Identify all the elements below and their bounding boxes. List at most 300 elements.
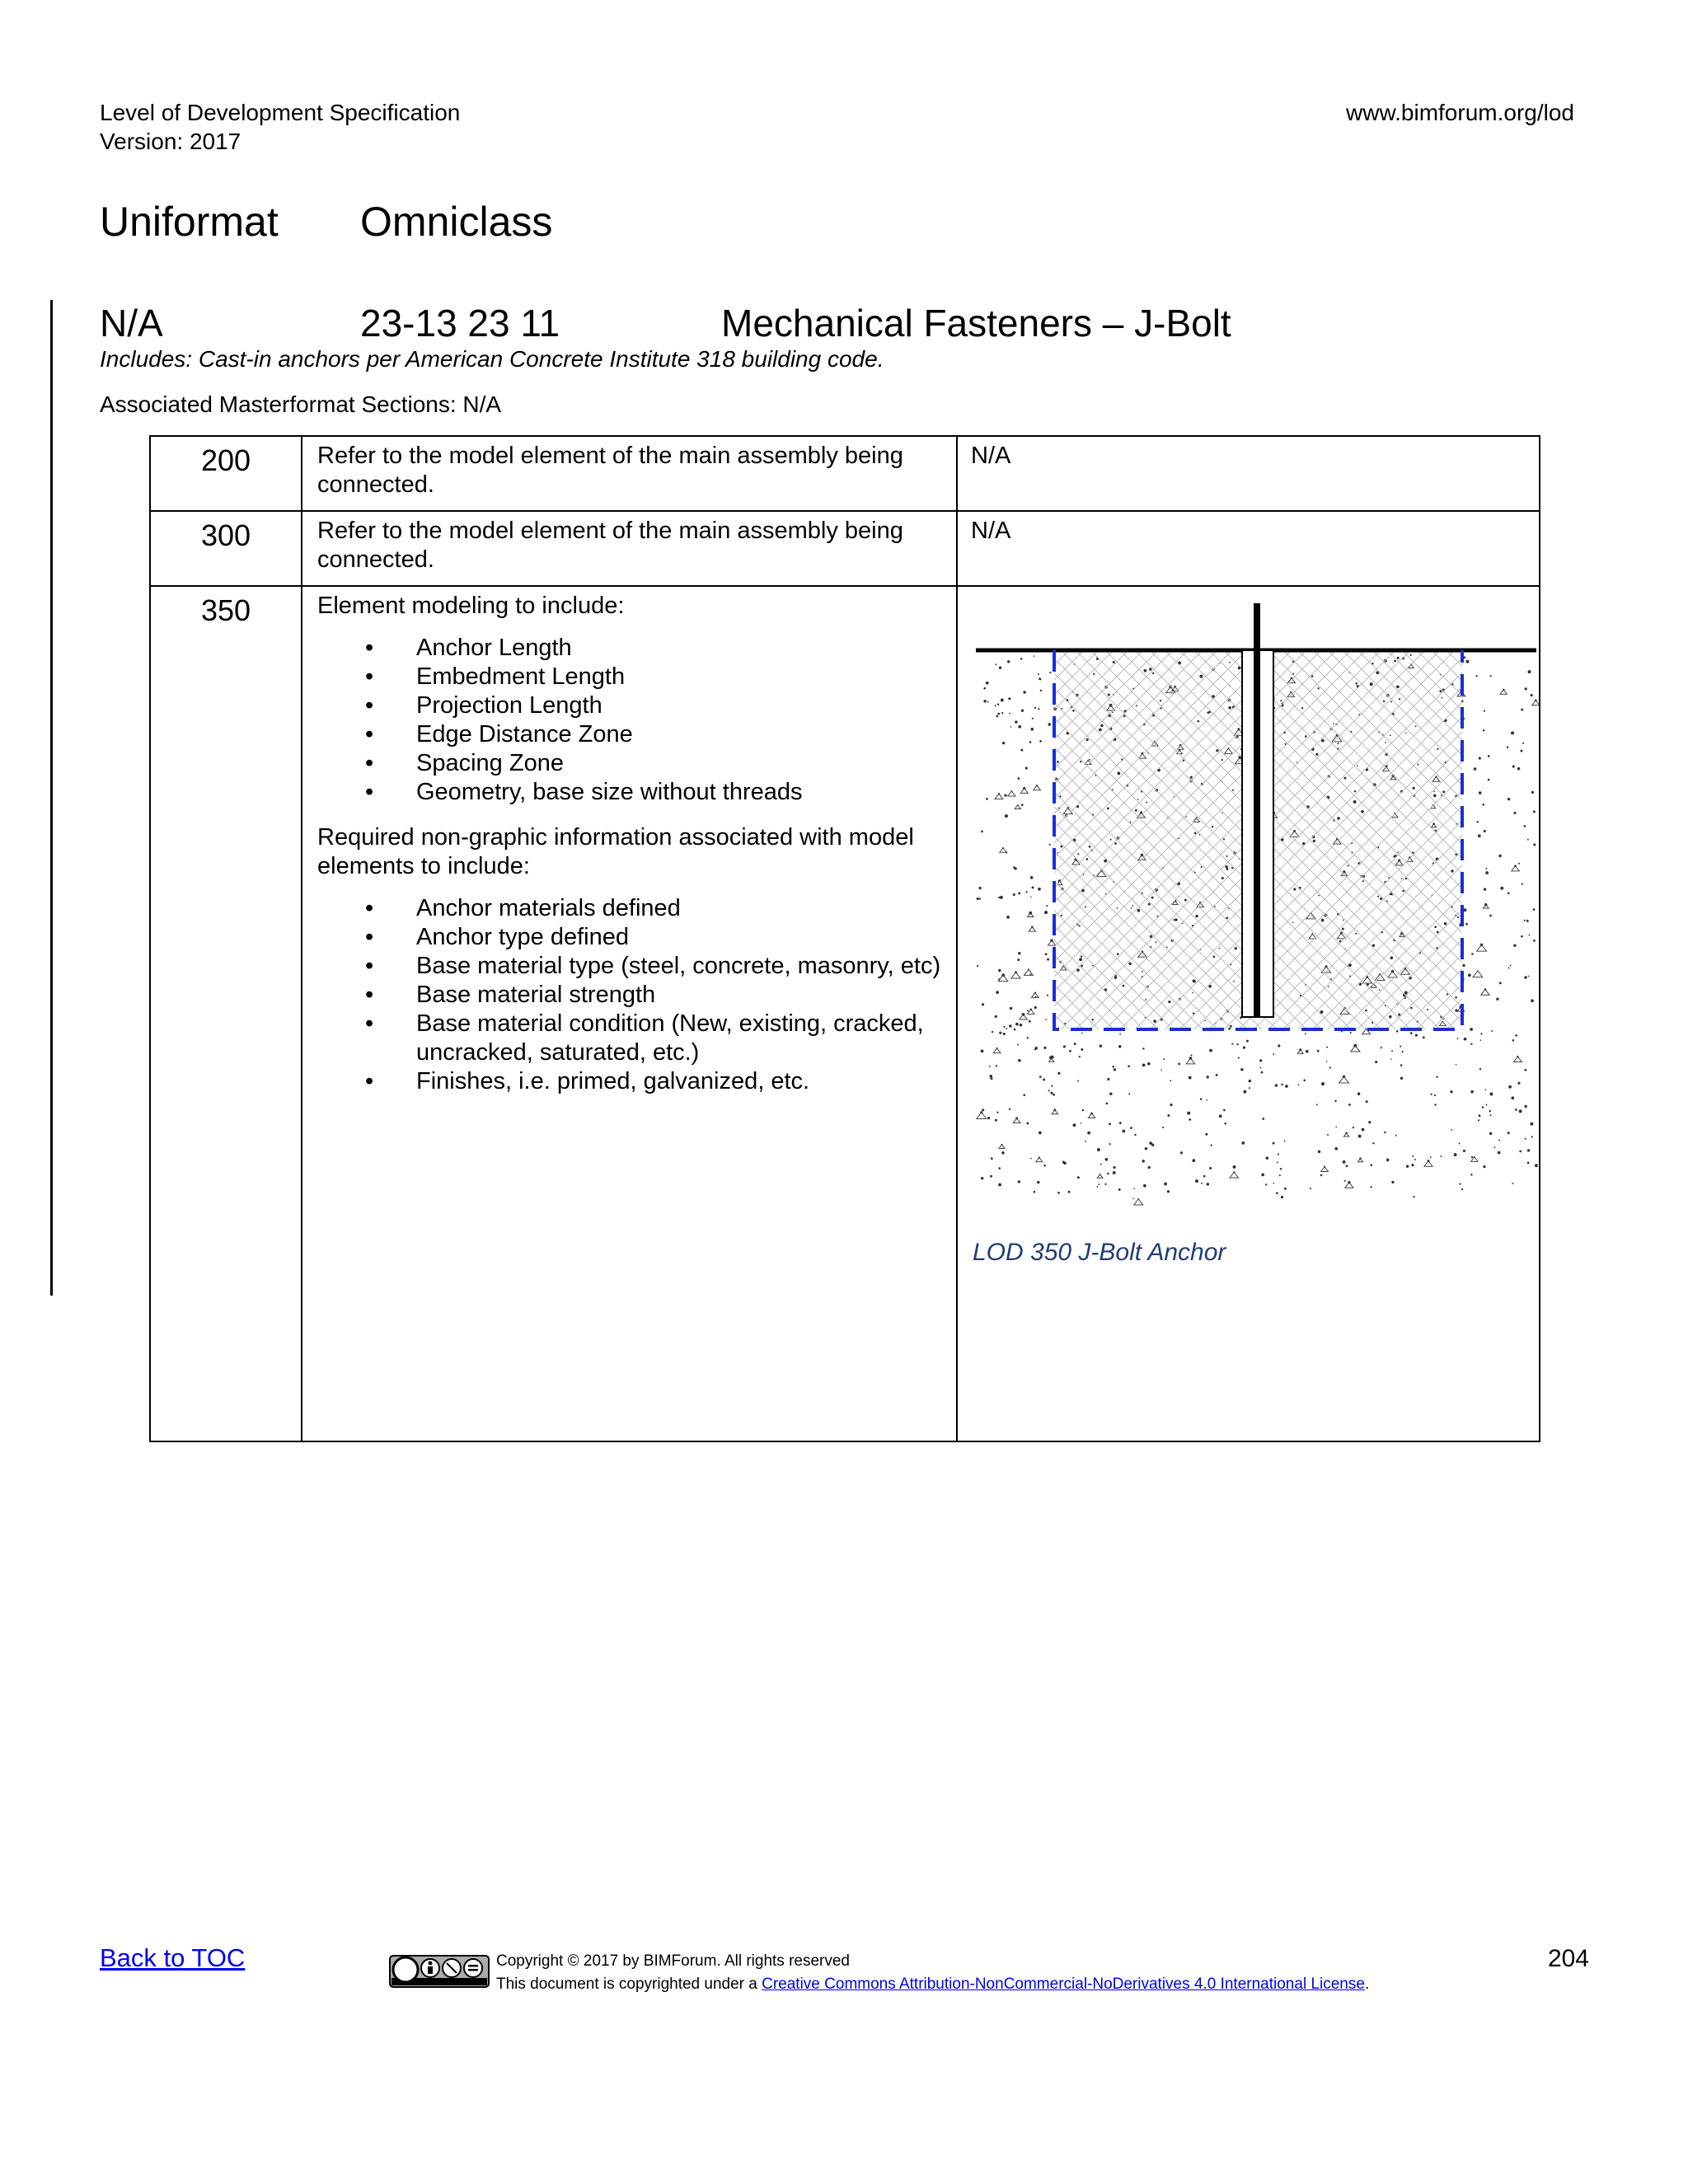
spec-version: Version: 2017 xyxy=(100,129,241,154)
aggregate-dot xyxy=(1249,1087,1250,1089)
aggregate-dot xyxy=(983,700,986,702)
aggregate-dot xyxy=(1081,1033,1083,1034)
aggregate-dot xyxy=(1206,1099,1207,1101)
aggregate-dot xyxy=(1384,1132,1386,1133)
aggregate-dot xyxy=(1410,1032,1413,1034)
aggregate-dot xyxy=(1463,1150,1465,1152)
aggregate-dot xyxy=(1034,655,1035,657)
aggregate-dot xyxy=(1043,1165,1046,1167)
list-item: • Anchor materials defined xyxy=(317,894,946,923)
aggregate-dot xyxy=(1400,1064,1403,1066)
license-notice xyxy=(496,1973,1369,1996)
aggregate-dot xyxy=(1189,1118,1191,1121)
aggregate-dot xyxy=(1039,740,1042,743)
aggregate-dot xyxy=(1031,886,1034,888)
aggregate-dot xyxy=(1003,1026,1005,1028)
aggregate-dot xyxy=(1370,1164,1372,1166)
aggregate-dot xyxy=(1001,1151,1005,1155)
aggregate-dot xyxy=(1395,1135,1397,1137)
aggregate-dot xyxy=(1479,791,1482,794)
aggregate-dot xyxy=(1533,810,1536,813)
aggregate-dot xyxy=(1170,1080,1171,1081)
aggregate-dot xyxy=(1017,1043,1019,1045)
aggregate-dot xyxy=(1128,1093,1130,1094)
aggregate-dot xyxy=(1488,755,1490,757)
aggregate-dot xyxy=(990,1175,992,1178)
aggregate-dot xyxy=(1346,1165,1348,1167)
aggregate-dot xyxy=(1348,1104,1351,1106)
aggregate-dot xyxy=(1381,1047,1382,1048)
uniformat-code: N/A xyxy=(100,302,163,344)
aggregate-dot xyxy=(1162,1127,1164,1128)
aggregate-dot xyxy=(1106,1103,1109,1105)
aggregate-dot xyxy=(1210,1144,1212,1146)
aggregate-dot xyxy=(1142,1047,1145,1050)
aggregate-dot xyxy=(1334,1147,1338,1151)
level-cell: 350 xyxy=(150,586,302,1441)
aggregate-stone xyxy=(1500,690,1507,694)
aggregate-dot xyxy=(1200,1098,1203,1100)
aggregate-dot xyxy=(1209,1049,1212,1052)
aggregate-dot xyxy=(1458,1142,1460,1144)
aggregate-dot xyxy=(1057,1072,1060,1075)
aggregate-dot xyxy=(977,898,979,900)
aggregate-dot xyxy=(1528,976,1530,977)
aggregate-stone xyxy=(1036,1158,1043,1162)
aggregate-dot xyxy=(1009,713,1010,715)
aggregate-dot xyxy=(998,978,1000,980)
aggregate-dot xyxy=(1203,1175,1206,1178)
aggregate-dot xyxy=(1207,1183,1210,1186)
list-item: • Spacing Zone xyxy=(317,749,946,778)
aggregate-dot xyxy=(1358,1135,1362,1138)
aggregate-dot xyxy=(997,704,999,705)
aggregate-dot xyxy=(1531,1136,1533,1137)
aggregate-dot xyxy=(1524,920,1526,921)
aggregate-dot xyxy=(1003,1033,1006,1035)
aggregate-dot xyxy=(1368,1121,1371,1123)
aggregate-dot xyxy=(1484,710,1485,712)
aggregate-dot xyxy=(1457,1038,1459,1039)
aggregate-dot xyxy=(1068,1191,1071,1193)
aggregate-dot xyxy=(1044,911,1048,914)
aggregate-dot xyxy=(1231,1043,1233,1045)
aggregate-dot xyxy=(1122,1130,1125,1133)
aggregate-dot xyxy=(989,1066,991,1067)
aggregate-dot xyxy=(1045,1019,1047,1020)
aggregate-dot xyxy=(1145,1147,1147,1150)
aggregate-dot xyxy=(995,1119,997,1122)
aggregate-dot xyxy=(1414,1159,1416,1160)
aggregate-dot xyxy=(1148,1166,1151,1169)
list-item: • Projection Length xyxy=(317,691,946,720)
copyright-notice: Copyright © 2017 by BIMForum. All rights reserved xyxy=(496,1952,851,1970)
aggregate-dot xyxy=(1009,1024,1012,1028)
aggregate-dot xyxy=(1531,999,1534,1002)
aggregate-dot xyxy=(1521,935,1523,938)
aggregate-dot xyxy=(1519,1109,1522,1113)
aggregate-dot xyxy=(986,682,989,685)
aggregate-dot xyxy=(1357,1092,1361,1095)
aggregate-dot xyxy=(1006,1028,1007,1029)
aggregate-dot xyxy=(1284,1141,1286,1142)
j-bolt-rod xyxy=(1254,603,1260,1017)
aggregate-dot xyxy=(1063,1045,1066,1047)
lod-table xyxy=(149,435,1540,1442)
aggregate-dot xyxy=(1512,1183,1513,1184)
aggregate-dot xyxy=(1241,1141,1245,1145)
aggregate-dot xyxy=(992,1031,993,1033)
aggregate-dot xyxy=(1192,1159,1195,1162)
aggregate-dot xyxy=(1005,814,1008,818)
aggregate-dot xyxy=(1507,1132,1510,1134)
aggregate-dot xyxy=(1468,973,1471,977)
list-item: • Edge Distance Zone xyxy=(317,720,946,749)
aggregate-dot xyxy=(1265,1183,1267,1185)
aggregate-dot xyxy=(1119,1033,1121,1035)
aggregate-dot xyxy=(987,1117,990,1119)
aggregate-dot xyxy=(1105,1158,1109,1161)
aggregate-dot xyxy=(1275,1084,1278,1087)
aggregate-dot xyxy=(1021,804,1024,806)
aggregate-dot xyxy=(991,1157,993,1160)
aggregate-dot xyxy=(1109,1122,1111,1125)
aggregate-dot xyxy=(1112,1066,1114,1068)
aggregate-dot xyxy=(1485,868,1487,869)
aggregate-dot xyxy=(1163,1058,1165,1060)
aggregate-stone xyxy=(1015,805,1020,809)
aggregate-dot xyxy=(1119,1122,1122,1124)
aggregate-dot xyxy=(1026,891,1028,893)
aggregate-dot xyxy=(1489,1110,1491,1112)
aggregate-dot xyxy=(1280,1168,1282,1170)
aggregate-dot xyxy=(1189,1076,1192,1080)
aggregate-dot xyxy=(1063,1162,1067,1165)
aggregate-dot xyxy=(1462,964,1465,967)
aggregate-dot xyxy=(1334,1100,1336,1102)
aggregate-dot xyxy=(1320,1174,1323,1177)
modeling-intro: Element modeling to include: xyxy=(317,593,625,619)
aggregate-dot xyxy=(1464,1038,1467,1041)
list-item: • Anchor type defined xyxy=(317,923,946,952)
aggregate-dot xyxy=(1113,1166,1115,1169)
aggregate-dot xyxy=(1484,830,1486,832)
aggregate-dot xyxy=(1327,1134,1329,1136)
aggregate-dot xyxy=(1316,1104,1318,1105)
aggregate-dot xyxy=(1527,1149,1530,1151)
aggregate-dot xyxy=(1508,1085,1512,1089)
aggregate-dot xyxy=(1406,1165,1409,1167)
aggregate-dot xyxy=(1104,1183,1106,1185)
aggregate-dot xyxy=(1053,1094,1055,1096)
aggregate-dot xyxy=(1025,767,1028,770)
aggregate-dot xyxy=(1508,968,1510,969)
nongraphic-intro: Required non-graphic information associated with model elements to include: xyxy=(317,824,914,879)
aggregate-dot xyxy=(1488,779,1490,781)
aggregate-dot xyxy=(1238,1057,1240,1058)
aggregate-dot xyxy=(1007,660,1010,663)
description-cell: Refer to the model element of the main assembly being connected. xyxy=(302,511,957,586)
aggregate-dot xyxy=(1527,1162,1530,1165)
aggregate-dot xyxy=(995,705,996,706)
aggregate-dot xyxy=(1390,1058,1392,1060)
aggregate-dot xyxy=(1456,1064,1457,1066)
aggregate-dot xyxy=(1049,672,1051,673)
aggregate-stone xyxy=(1000,848,1006,852)
aggregate-dot xyxy=(1087,1132,1090,1135)
aggregate-dot xyxy=(1329,1066,1331,1068)
aggregate-dot xyxy=(1043,1079,1045,1081)
aggregate-dot xyxy=(1413,1196,1414,1197)
aggregate-dot xyxy=(998,897,1000,898)
aggregate-dot xyxy=(1178,1063,1180,1066)
aggregate-dot xyxy=(1001,712,1003,714)
aggregate-dot xyxy=(1498,1151,1501,1155)
aggregate-dot xyxy=(1471,953,1474,955)
aggregate-dot xyxy=(1440,1155,1442,1157)
aggregate-dot xyxy=(1285,1085,1288,1088)
aggregate-dot xyxy=(1013,893,1015,896)
aggregate-dot xyxy=(1530,1122,1533,1126)
aggregate-dot xyxy=(1147,1062,1151,1066)
aggregate-dot xyxy=(1114,1068,1116,1071)
aggregate-dot xyxy=(1400,1046,1401,1047)
aggregate-dot xyxy=(1513,812,1516,814)
aggregate-dot xyxy=(1143,1184,1146,1188)
aggregate-dot xyxy=(1512,765,1515,767)
element-title: Mechanical Fasteners – J-Bolt xyxy=(721,302,1231,344)
aggregate-dot xyxy=(1223,1109,1226,1112)
aggregate-dot xyxy=(1303,1080,1306,1082)
license-link[interactable]: Creative Commons Attribution-NonCommercial-NoDerivatives 4.0 International License xyxy=(762,1975,1365,1993)
aggregate-dot xyxy=(1048,723,1051,726)
aggregate-dot xyxy=(1434,1094,1436,1096)
aggregate-dot xyxy=(1018,725,1021,729)
aggregate-dot xyxy=(996,991,999,994)
aggregate-dot xyxy=(1034,707,1036,709)
license-prefix: This document is copyrighted under a xyxy=(496,1975,762,1993)
table-row-350 xyxy=(150,586,1540,1441)
aggregate-dot xyxy=(1277,1162,1278,1164)
aggregate-dot xyxy=(1489,1114,1491,1116)
aggregate-dot xyxy=(1082,1109,1085,1112)
aggregate-dot xyxy=(1039,1132,1042,1135)
aggregate-dot xyxy=(1511,731,1514,734)
aggregate-dot xyxy=(1511,1096,1514,1099)
aggregate-dot xyxy=(1500,887,1503,890)
aggregate-dot xyxy=(982,1108,984,1111)
aggregate-dot xyxy=(1386,1159,1390,1162)
aggregate-dot xyxy=(1517,1082,1520,1085)
aggregate-dot xyxy=(1335,1127,1337,1128)
aggregate-dot xyxy=(1310,1188,1311,1189)
aggregate-dot xyxy=(1006,916,1010,919)
back-to-toc-link[interactable]: Back to TOC xyxy=(100,1943,246,1972)
aggregate-dot xyxy=(1134,1134,1136,1136)
aggregate-dot xyxy=(1170,1104,1172,1106)
aggregate-dot xyxy=(1350,1032,1352,1033)
aggregate-stone xyxy=(1027,913,1033,917)
aggregate-dot xyxy=(1040,690,1042,691)
graphic-cell: N/A xyxy=(957,436,1540,511)
spec-title: Level of Development Specification xyxy=(100,100,461,125)
aggregate-dot xyxy=(1372,1142,1374,1144)
aggregate-dot xyxy=(1236,1043,1238,1045)
aggregate-dot xyxy=(1318,1151,1320,1153)
aggregate-dot xyxy=(996,715,998,718)
aggregate-dot xyxy=(1491,1030,1493,1032)
aggregate-dot xyxy=(1216,1074,1218,1076)
aggregate-dot xyxy=(1470,1174,1472,1175)
aggregate-stone xyxy=(1097,1174,1103,1178)
aggregate-dot xyxy=(1400,1077,1403,1080)
aggregate-dot xyxy=(1018,777,1020,780)
aggregate-dot xyxy=(1430,1094,1432,1095)
aggregate-dot xyxy=(1014,1029,1016,1031)
aggregate-dot xyxy=(1261,1174,1264,1177)
aggregate-dot xyxy=(998,969,1001,972)
aggregate-dot xyxy=(1069,1050,1071,1052)
aggregate-dot xyxy=(1026,1122,1029,1124)
aggregate-dot xyxy=(1038,708,1039,710)
aggregate-dot xyxy=(1096,1186,1098,1188)
header-url: www.bimforum.org/lod xyxy=(1346,100,1574,125)
aggregate-dot xyxy=(986,798,988,800)
aggregate-dot xyxy=(1479,757,1481,759)
aggregate-dot xyxy=(996,1065,997,1066)
aggregate-dot xyxy=(1107,1078,1109,1080)
aggregate-dot xyxy=(1201,1183,1203,1184)
aggregate-dot xyxy=(1240,1068,1244,1071)
aggregate-dot xyxy=(1284,1188,1287,1190)
aggregate-dot xyxy=(995,1015,997,1018)
description-cell xyxy=(302,586,957,1441)
aggregate-dot xyxy=(1051,1085,1053,1087)
aggregate-dot xyxy=(1483,729,1484,731)
aggregate-dot xyxy=(1533,940,1536,942)
aggregate-dot xyxy=(1038,888,1041,891)
aggregate-dot xyxy=(981,1049,984,1052)
aggregate-dot xyxy=(1524,976,1527,979)
aggregate-dot xyxy=(1049,844,1051,846)
aggregate-dot xyxy=(1499,982,1502,984)
aggregate-dot xyxy=(1430,1156,1432,1158)
aggregate-dot xyxy=(1479,1068,1481,1070)
modeling-list xyxy=(317,634,946,807)
aggregate-dot xyxy=(982,1003,984,1005)
aggregate-dot xyxy=(1510,965,1512,967)
description-cell: Refer to the model element of the main assembly being connected. xyxy=(302,436,957,511)
level-cell: 300 xyxy=(150,511,302,586)
aggregate-dot xyxy=(1513,944,1516,946)
aggregate-dot xyxy=(1015,720,1017,723)
aggregate-dot xyxy=(1306,1050,1309,1053)
aggregate-dot xyxy=(1128,1065,1130,1067)
aggregate-dot xyxy=(1039,1076,1042,1078)
aggregate-dot xyxy=(1034,1006,1037,1009)
aggregate-stone xyxy=(1048,1058,1053,1062)
omniclass-code: 23-13 23 11 xyxy=(360,302,560,344)
graphic-cell xyxy=(957,586,1540,1441)
aggregate-dot xyxy=(1010,726,1012,728)
aggregate-dot xyxy=(1519,1151,1522,1153)
aggregate-dot xyxy=(998,1167,1001,1169)
aggregate-dot xyxy=(1402,1051,1404,1052)
aggregate-dot xyxy=(1479,1114,1481,1117)
aggregate-dot xyxy=(1009,1108,1010,1110)
aggregate-dot xyxy=(1107,1173,1109,1175)
aggregate-dot xyxy=(1278,1153,1279,1155)
aggregate-dot xyxy=(1281,1084,1282,1085)
aggregate-dot xyxy=(987,701,989,703)
figure-caption: LOD 350 J-Bolt Anchor xyxy=(973,1239,1226,1266)
aggregate-dot xyxy=(1243,1046,1245,1048)
aggregate-dot xyxy=(1027,1037,1029,1038)
aggregate-dot xyxy=(1010,1007,1012,1010)
aggregate-dot xyxy=(1279,1174,1281,1176)
aggregate-dot xyxy=(1526,920,1529,922)
aggregate-dot xyxy=(1079,1056,1081,1057)
aggregate-dot xyxy=(1520,750,1522,752)
table-row-300 xyxy=(150,511,1540,586)
creative-commons-license-badge xyxy=(389,1955,490,1988)
aggregate-dot xyxy=(1273,1183,1274,1184)
aggregate-dot xyxy=(1032,718,1034,719)
aggregate-dot xyxy=(1507,798,1510,800)
aggregate-dot xyxy=(1246,1040,1249,1043)
aggregate-dot xyxy=(1507,893,1510,895)
aggregate-dot xyxy=(1515,1034,1517,1037)
aggregate-dot xyxy=(1224,1122,1226,1125)
aggregate-dot xyxy=(1479,1039,1481,1041)
aggregate-dot xyxy=(1485,1089,1487,1090)
aggregate-dot xyxy=(1043,1047,1046,1049)
aggregate-dot xyxy=(1133,1188,1135,1189)
aggregate-stone xyxy=(1029,927,1035,931)
aggregate-dot xyxy=(1489,1093,1493,1096)
aggregate-dot xyxy=(1396,1030,1399,1033)
aggregate-dot xyxy=(1021,710,1024,712)
aggregate-dot xyxy=(1434,1104,1436,1105)
aggregate-dot xyxy=(1459,1183,1461,1184)
aggregate-dot xyxy=(1034,1191,1036,1193)
aggregate-dot xyxy=(1531,694,1533,696)
aggregate-dot xyxy=(1029,741,1032,743)
aggregate-dot xyxy=(1415,1034,1418,1037)
list-item: • Embedment Length xyxy=(317,663,946,691)
aggregate-dot xyxy=(1023,1094,1025,1096)
aggregate-dot xyxy=(1525,1138,1526,1140)
aggregate-stone xyxy=(1483,905,1489,908)
aggregate-dot xyxy=(1273,1053,1274,1055)
aggregate-dot xyxy=(1485,871,1489,874)
graphic-cell: N/A xyxy=(957,511,1540,586)
aggregate-stone xyxy=(1008,791,1015,796)
aggregate-dot xyxy=(1034,1047,1038,1050)
aggregate-dot xyxy=(1273,1142,1275,1145)
aggregate-dot xyxy=(1470,1043,1472,1045)
aggregate-dot xyxy=(1142,1064,1146,1067)
aggregate-dot xyxy=(999,667,1002,670)
aggregate-dot xyxy=(1478,1119,1479,1121)
aggregate-dot xyxy=(1149,1141,1152,1145)
aggregate-dot xyxy=(1344,1180,1346,1182)
aggregate-dot xyxy=(1478,834,1481,837)
aggregate-stone xyxy=(1473,971,1483,977)
aggregate-dot xyxy=(999,1032,1001,1034)
uniformat-heading: Uniformat xyxy=(100,199,279,245)
change-bar xyxy=(50,300,53,1296)
